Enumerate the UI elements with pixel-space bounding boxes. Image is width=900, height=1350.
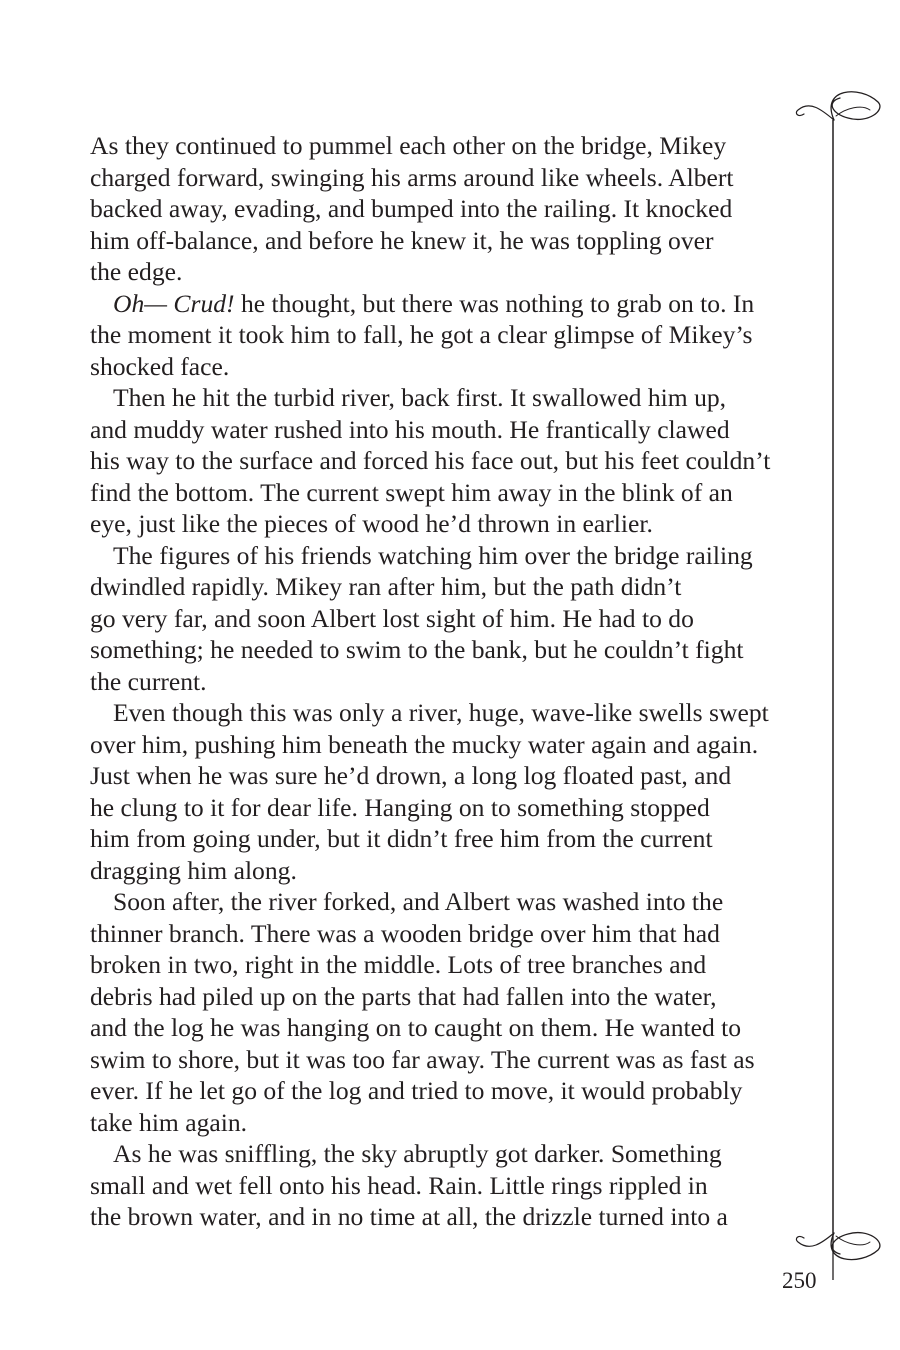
text-segment: Just when he was sure he’d drown, a long log floated past, and [90, 761, 732, 790]
text-segment: he thought, but there was nothing to grab on to. In [234, 288, 755, 318]
text-segment: him off-balance, and before he knew it, he was toppling over [90, 225, 714, 255]
text-line [90, 288, 790, 320]
flourish-vertical-rule-icon [790, 80, 890, 1280]
text-segment: dragging him along. [90, 855, 297, 885]
text-line [90, 414, 790, 446]
text-segment: Then he hit the turbid river, back first. It swallowed him up, [113, 383, 727, 412]
text-line [90, 1170, 790, 1202]
text-segment: debris had piled up on the parts that had fallen into the water, [90, 981, 717, 1011]
text-segment: small and wet fell onto his head. Rain. Little rings rippled in [90, 1170, 708, 1200]
text-line [90, 351, 790, 383]
text-line [90, 540, 790, 572]
text-segment: shocked face. [90, 351, 230, 381]
text-line [90, 162, 790, 194]
text-segment: As they continued to pummel each other on the bridge, Mikey [90, 131, 727, 160]
text-segment: Soon after, the river forked, and Albert was washed into the [113, 887, 724, 916]
text-segment: ever. If he let go of the log and tried to move, it would probably [90, 1076, 743, 1105]
text-line [90, 1075, 790, 1107]
text-segment: thinner branch. There was a wooden bridge over him that had [90, 918, 720, 948]
text-line [90, 477, 790, 509]
text-segment: the current. [90, 666, 207, 696]
text-segment: him from going under, but it didn’t free him from the current [90, 824, 713, 853]
text-line [90, 1201, 790, 1233]
text-segment: Even though this was only a river, huge, wave-like swells swept [113, 698, 769, 727]
text-segment: broken in two, right in the middle. Lots of tree branches and [90, 950, 707, 979]
text-line [90, 130, 790, 162]
text-line [90, 792, 790, 824]
italic-text: Oh— Crud! [113, 288, 235, 318]
text-line [90, 1012, 790, 1044]
text-line [90, 571, 790, 603]
text-line [90, 855, 790, 887]
text-line [90, 949, 790, 981]
text-line [90, 382, 790, 414]
text-line [90, 1044, 790, 1076]
text-line [90, 508, 790, 540]
text-line [90, 1138, 790, 1170]
text-line [90, 760, 790, 792]
text-line [90, 729, 790, 761]
text-segment: The figures of his friends watching him over the bridge railing [113, 540, 753, 570]
page-number: 250 [782, 1268, 817, 1293]
text-line [90, 634, 790, 666]
text-segment: over him, pushing him beneath the mucky water again and again. [90, 729, 759, 759]
text-segment: take him again. [90, 1107, 248, 1137]
text-segment: the brown water, and in no time at all, the drizzle turned into a [90, 1202, 728, 1231]
text-segment: and muddy water rushed into his mouth. He frantically clawed [90, 414, 730, 444]
text-segment: something; he needed to swim to the bank, but he couldn’t fight [90, 635, 744, 664]
text-line [90, 918, 790, 950]
text-segment: swim to shore, but it was too far away. The current was as fast as [90, 1044, 755, 1074]
text-line [90, 1107, 790, 1139]
text-line [90, 666, 790, 698]
text-line [90, 225, 790, 257]
text-line [90, 445, 790, 477]
text-line [90, 603, 790, 635]
text-segment: dwindled rapidly. Mikey ran after him, but the path didn’t [90, 572, 682, 601]
text-segment: his way to the surface and forced his face out, but his feet couldn’t [90, 446, 771, 475]
text-segment: As he was sniffling, the sky abruptly got darker. Something [113, 1139, 722, 1168]
text-line [90, 981, 790, 1013]
text-segment: and the log he was hanging on to caught on them. He wanted to [90, 1013, 742, 1042]
text-segment: backed away, evading, and bumped into the railing. It knocked [90, 194, 733, 223]
text-segment: eye, just like the pieces of wood he’d thrown in earlier. [90, 509, 653, 538]
text-segment: the moment it took him to fall, he got a clear glimpse of Mikey’s [90, 320, 753, 349]
text-line [90, 823, 790, 855]
text-segment: the edge. [90, 257, 183, 286]
text-line [90, 256, 790, 288]
text-line [90, 697, 790, 729]
text-segment: go very far, and soon Albert lost sight of him. He had to do [90, 603, 694, 633]
body-text [90, 130, 790, 1233]
text-segment: charged forward, swinging his arms around like wheels. Albert [90, 162, 734, 192]
text-segment: he clung to it for dear life. Hanging on to something stopped [90, 792, 710, 822]
text-line [90, 319, 790, 351]
text-line [90, 886, 790, 918]
text-line [90, 193, 790, 225]
text-segment: find the bottom. The current swept him away in the blink of an [90, 477, 733, 507]
